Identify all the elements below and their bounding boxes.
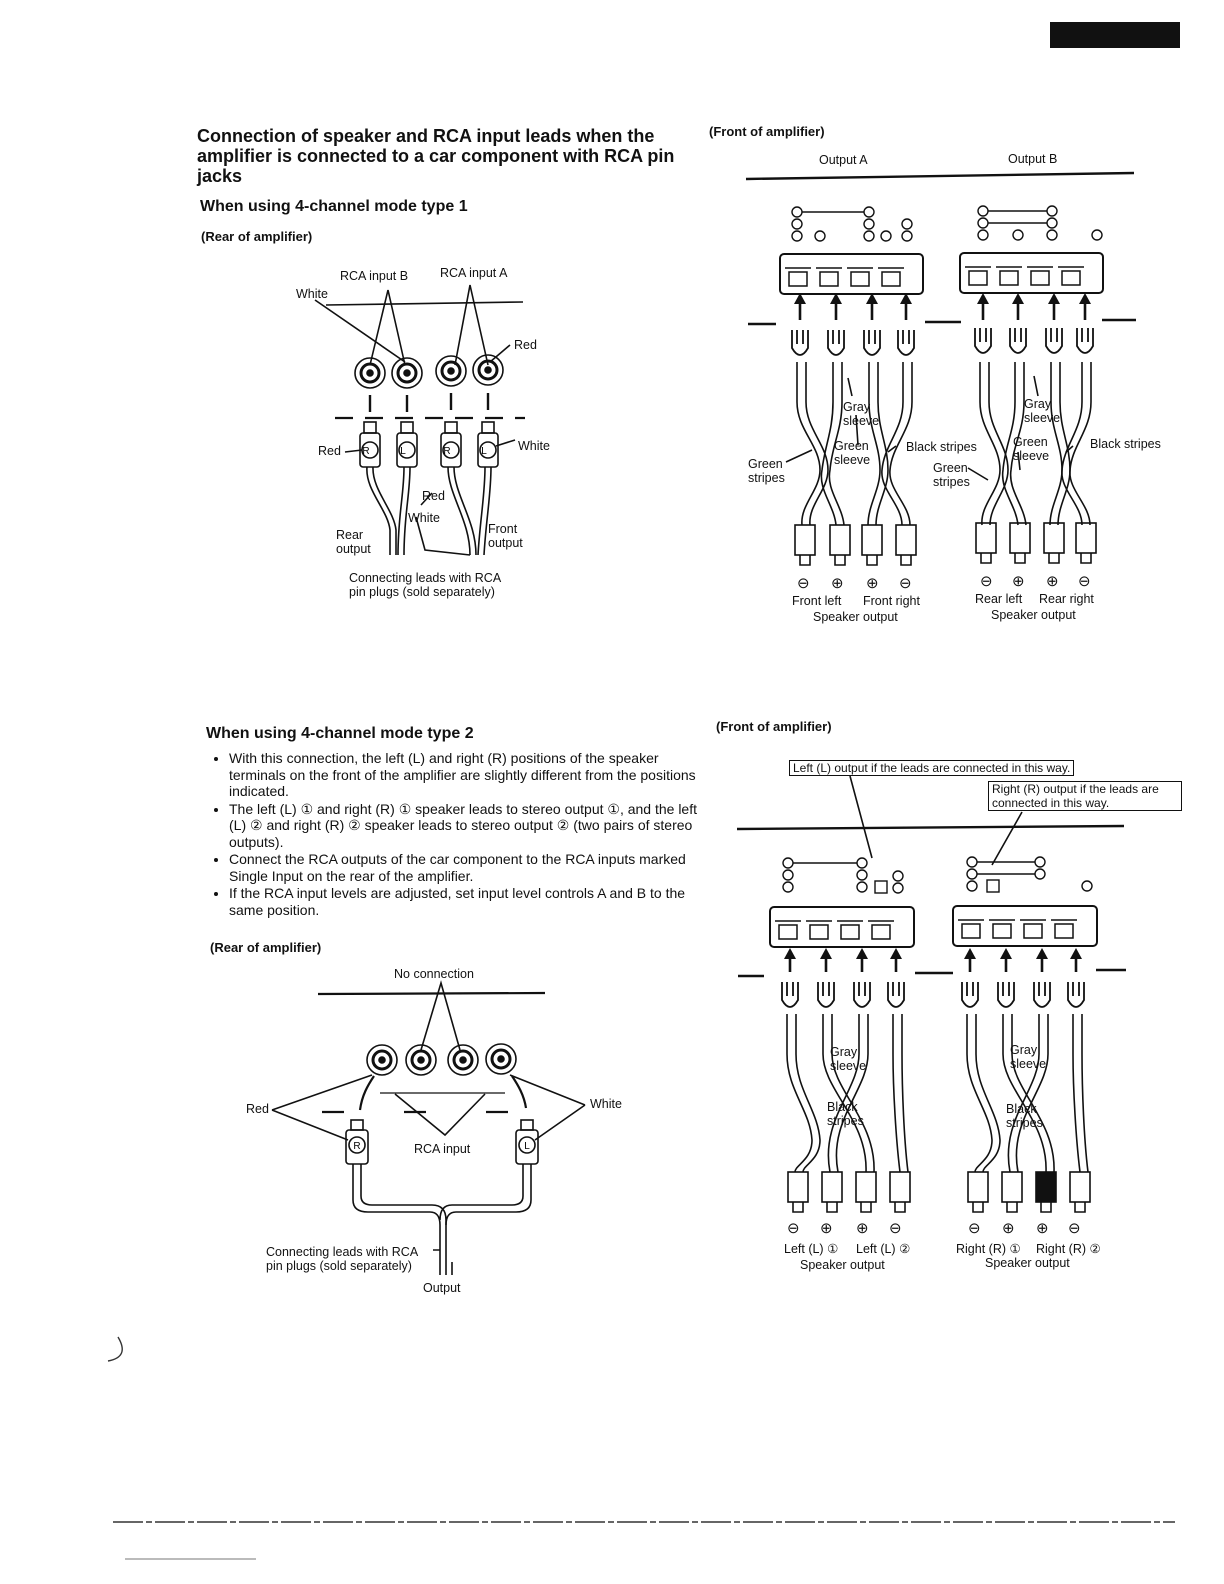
label-red-mid: Red — [422, 489, 445, 503]
label-white-right: White — [518, 439, 550, 453]
label-speaker-output-a: Speaker output — [813, 610, 898, 624]
label-front-right: Front right — [863, 594, 920, 608]
label-speaker-output-d: Speaker output — [985, 1256, 1070, 1270]
label-white-2: White — [590, 1097, 622, 1111]
polarity-b-1: ⊖ — [980, 573, 993, 590]
bullet-item: • If the RCA input levels are adjusted, set input level controls A and B to the same position. — [229, 885, 707, 918]
section1-rear-caption: (Rear of amplifier) — [201, 229, 313, 244]
label-black-stripes-a: Black stripes — [906, 440, 977, 454]
section2-rear-caption: (Rear of amplifier) — [210, 940, 322, 955]
section2-subtitle: When using 4-channel mode type 2 — [206, 725, 474, 742]
label-left-1: Left (L) ① — [784, 1242, 839, 1256]
label-right-1: Right (R) ① — [956, 1242, 1021, 1256]
section1-front-caption: (Front of amplifier) — [709, 124, 825, 139]
plug-r-1: R — [362, 446, 370, 457]
polarity-a-1: ⊖ — [797, 575, 810, 592]
bullet-item: • With this connection, the left (L) and right (R) positions of the speaker terminals on the front of the amplifier are slightly different from the positions indicated. — [229, 750, 707, 800]
left-output-note-box: Left (L) output if the leads are connected in this way. — [789, 760, 1074, 776]
plug-r-2: R — [443, 446, 451, 457]
label-left-2: Left (L) ② — [856, 1242, 911, 1256]
polarity-a-4: ⊖ — [899, 575, 912, 592]
label-output-a: Output A — [819, 153, 868, 167]
right-output-note-box: Right (R) output if the leads are connected in this way. — [988, 781, 1182, 811]
label-rear-output: Rear output — [336, 528, 371, 556]
label-no-connection: No connection — [394, 967, 474, 981]
label-white-top: White — [296, 287, 328, 301]
polarity-c-1: ⊖ — [787, 1220, 800, 1237]
polarity-c-3: ⊕ — [856, 1220, 869, 1237]
label-white-mid: White — [408, 511, 440, 525]
label-front-output: Front output — [488, 522, 523, 550]
plug-l-1: L — [400, 446, 406, 457]
polarity-b-2: ⊕ — [1012, 573, 1025, 590]
polarity-d-4: ⊖ — [1068, 1220, 1081, 1237]
label-speaker-output-c: Speaker output — [800, 1258, 885, 1272]
label-green-stripes-b: Green stripes — [933, 461, 970, 489]
polarity-d-1: ⊖ — [968, 1220, 981, 1237]
polarity-b-4: ⊖ — [1078, 573, 1091, 590]
label-speaker-output-b: Speaker output — [991, 608, 1076, 622]
label-black-stripes-c: Black stripes — [827, 1100, 864, 1128]
label-black-stripes-d: Black stripes — [1006, 1102, 1043, 1130]
section2-front-caption: (Front of amplifier) — [716, 719, 832, 734]
label-rear-left: Rear left — [975, 592, 1023, 606]
polarity-a-3: ⊕ — [866, 575, 879, 592]
label-red-2: Red — [246, 1102, 269, 1116]
polarity-c-2: ⊕ — [820, 1220, 833, 1237]
label-connecting-leads-2: Connecting leads with RCA pin plugs (sold separately) — [266, 1245, 419, 1273]
polarity-a-2: ⊕ — [831, 575, 844, 592]
plug-r-3: R — [353, 1141, 361, 1152]
section1-title: Connection of speaker and RCA input leads when the amplifier is connected to a car component with RCA pin jacks — [197, 126, 675, 186]
label-rca-input-a: RCA input A — [440, 266, 508, 280]
label-front-left: Front left — [792, 594, 842, 608]
plug-l-3: L — [524, 1141, 530, 1152]
section1-subtitle: When using 4-channel mode type 1 — [200, 198, 468, 215]
label-green-stripes-a: Green stripes — [748, 457, 785, 485]
label-connecting-leads-1: Connecting leads with RCA pin plugs (sold separately) — [349, 571, 502, 599]
plug-l-2: L — [481, 446, 487, 457]
polarity-b-3: ⊕ — [1046, 573, 1059, 590]
label-rca-input-b: RCA input B — [340, 269, 409, 283]
bullet-item: • The left (L) ① and right (R) ① speaker leads to stereo output ①, and the left (L) ② and right (R) ② speaker leads to stereo output ② (two pairs of stereo outputs). — [229, 801, 707, 851]
label-gray-sleeve-b: Gray sleeve — [1024, 397, 1061, 425]
label-gray-sleeve-a: Gray sleeve — [843, 400, 880, 428]
label-gray-sleeve-c: Gray sleeve — [830, 1045, 867, 1073]
label-gray-sleeve-d: Gray sleeve — [1010, 1043, 1047, 1071]
polarity-d-2: ⊕ — [1002, 1220, 1015, 1237]
label-rca-input: RCA input — [414, 1142, 471, 1156]
polarity-d-3: ⊕ — [1036, 1220, 1049, 1237]
label-rear-right: Rear right — [1039, 592, 1094, 606]
label-green-sleeve-a: Green sleeve — [834, 439, 871, 467]
label-right-2: Right (R) ② — [1036, 1242, 1101, 1256]
label-output-b: Output B — [1008, 152, 1058, 166]
label-output-2: Output — [423, 1281, 461, 1295]
label-red-left: Red — [318, 444, 341, 458]
label-black-stripes-b: Black stripes — [1090, 437, 1161, 451]
label-red-top: Red — [514, 338, 537, 352]
bullet-item: • Connect the RCA outputs of the car component to the RCA inputs marked Single Input on the rear of the amplifier. — [229, 851, 707, 884]
label-green-sleeve-b: Green sleeve — [1013, 435, 1050, 463]
polarity-c-4: ⊖ — [889, 1220, 902, 1237]
